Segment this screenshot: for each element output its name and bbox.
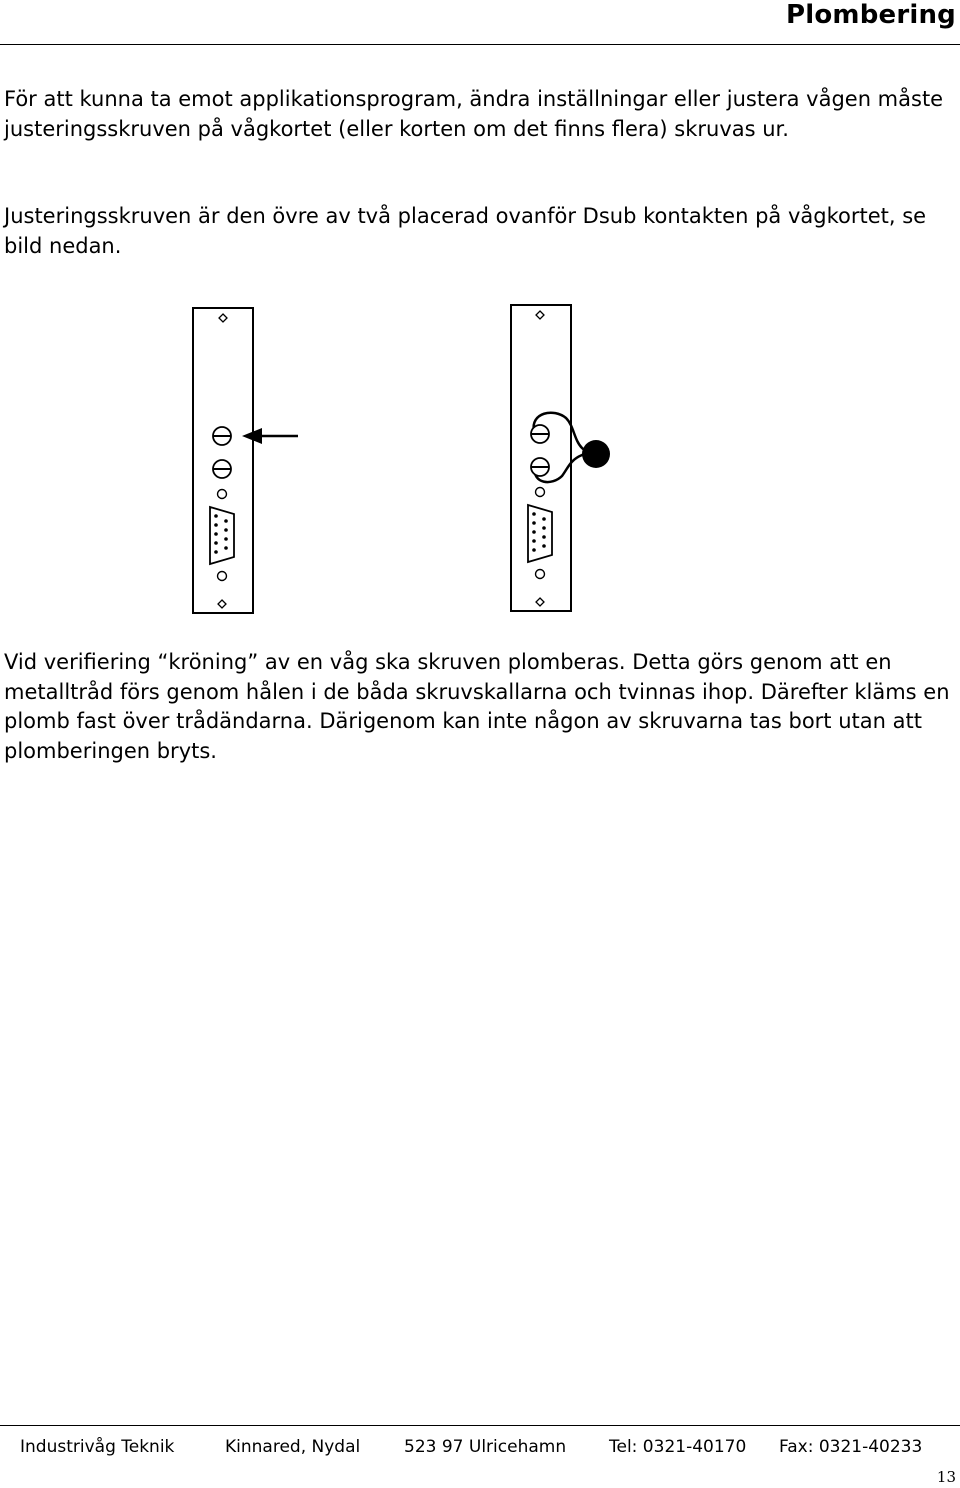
scale-card-diagram (0, 300, 960, 620)
paragraph-screw-location: Justeringsskruven är den övre av två placerad ovanför Dsub kontakten på vågkortet, se bild nedan. (4, 204, 927, 258)
dsub-connector-icon (528, 505, 552, 562)
page-number: 13 (936, 1468, 956, 1486)
seal-icon (582, 440, 610, 468)
paragraph-sealing-instructions: Vid verifiering “kröning” av en våg ska skruven plomberas. Detta görs genom att en metalltråd förs genom hålen i de båda skruvskallarna och tvinnas ihop. Därefter kläms en plomb fast över trådändarna. Därigenom kan inte någon av skruvarna tas bort utan att plomberingen bryts. (4, 650, 950, 763)
page-footer (0, 1420, 960, 1488)
footer-place: Kinnared, Nydal (225, 1437, 361, 1457)
scale-card-with-arrow (193, 308, 298, 613)
scale-card-with-seal (511, 305, 610, 611)
connector-hole-icon (218, 572, 227, 581)
screw-icon (213, 460, 231, 478)
page-header (0, 0, 960, 46)
scale-card-figure (0, 300, 960, 620)
footer-contact-line (20, 1436, 922, 1458)
screw-icon (531, 425, 549, 443)
connector-hole-icon (536, 488, 545, 497)
footer-fax: Fax: 0321-40233 (779, 1437, 923, 1457)
paragraph-adjustment-screw-intro: För att kunna ta emot applikationsprogram, ändra inställningar eller justera vågen måste justeringsskruven på vågkortet (eller korten om det finns flera) skruvas ur. (4, 87, 944, 141)
header-rule (0, 44, 960, 45)
dsub-connector-icon (210, 507, 234, 564)
footer-rule (0, 1425, 960, 1426)
screw-icon (213, 427, 231, 445)
page-title: Plombering (785, 0, 956, 30)
footer-company: Industrivåg Teknik (20, 1437, 175, 1457)
screw-icon (531, 458, 549, 476)
footer-phone: Tel: 0321-40170 (609, 1437, 747, 1457)
connector-hole-icon (218, 490, 227, 499)
footer-city: 523 97 Ulricehamn (404, 1437, 567, 1457)
connector-hole-icon (536, 570, 545, 579)
